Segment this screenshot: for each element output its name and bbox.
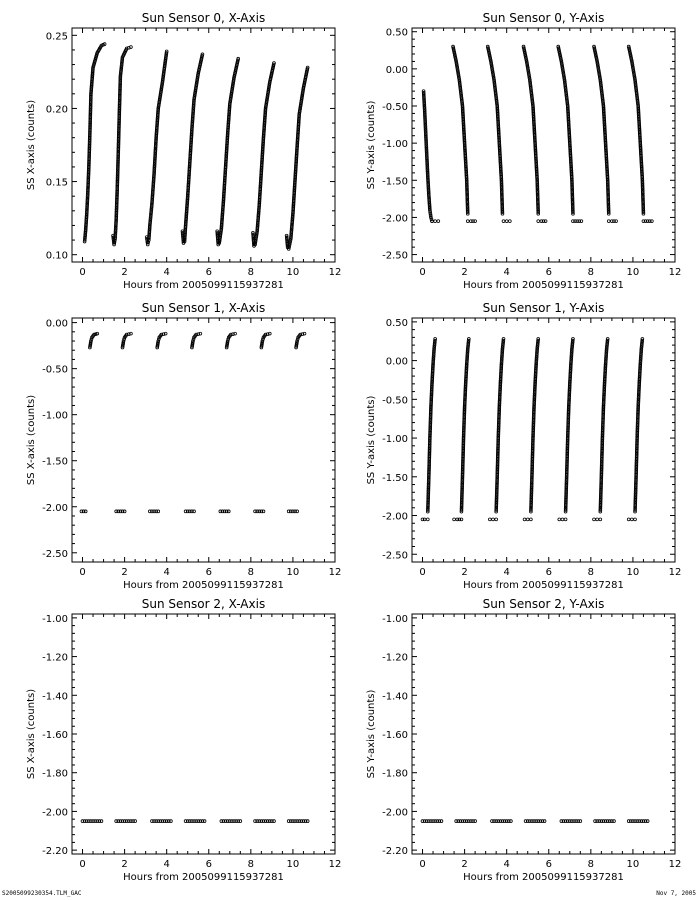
x-tick-label: 4 xyxy=(503,567,510,578)
y-axis-label: SS X-axis (counts) xyxy=(26,99,37,191)
y-tick-label: -1.50 xyxy=(382,472,408,484)
data-series-3 xyxy=(466,220,476,223)
y-tick-label: -1.40 xyxy=(382,691,408,703)
data-series-10 xyxy=(593,45,611,215)
data-series-4 xyxy=(216,57,240,246)
y-tick-label: -1.00 xyxy=(42,613,68,625)
data-series-0 xyxy=(81,820,103,823)
data-series-5 xyxy=(502,220,511,223)
data-series-4 xyxy=(156,332,167,349)
x-tick-label: 10 xyxy=(626,859,640,870)
y-tick-label: -2.50 xyxy=(42,548,68,560)
x-tick-label: 2 xyxy=(461,859,468,870)
data-series-8 xyxy=(557,45,575,215)
x-tick-label: 6 xyxy=(205,267,212,278)
data-points-group xyxy=(80,332,306,513)
data-series-1 xyxy=(426,338,436,514)
y-tick-label: -1.00 xyxy=(42,410,68,422)
y-tick-label: -2.50 xyxy=(382,550,408,562)
data-series-9 xyxy=(219,510,230,513)
data-series-0 xyxy=(88,332,98,349)
y-tick-label: -1.00 xyxy=(382,434,408,446)
data-series-7 xyxy=(529,338,539,514)
x-axis-label: Hours from 2005099115937281 xyxy=(123,280,284,291)
y-tick-label: -2.00 xyxy=(42,807,68,819)
data-series-0 xyxy=(421,518,429,521)
x-tick-label: 6 xyxy=(205,567,212,578)
data-series-1 xyxy=(455,820,477,823)
data-series-0 xyxy=(422,90,433,223)
y-tick-label: -1.80 xyxy=(382,768,408,780)
data-points-group xyxy=(422,45,653,222)
x-tick-label: 0 xyxy=(419,267,426,278)
data-series-9 xyxy=(564,338,574,514)
data-series-8 xyxy=(225,332,236,349)
data-point xyxy=(505,220,508,223)
x-tick-label: 2 xyxy=(461,267,468,278)
data-point xyxy=(523,518,526,521)
y-tick-label: -2.20 xyxy=(42,846,68,858)
data-point xyxy=(564,518,567,521)
data-series-0 xyxy=(421,820,443,823)
x-tick-label: 2 xyxy=(121,267,128,278)
data-point xyxy=(437,220,440,223)
y-tick-label: -1.80 xyxy=(42,768,68,780)
y-tick-label: 0.50 xyxy=(385,27,408,39)
y-tick-label: -2.20 xyxy=(382,846,408,858)
x-tick-label: 0 xyxy=(419,859,426,870)
x-axis-label: Hours from 2005099115937281 xyxy=(463,280,624,291)
data-series-5 xyxy=(148,510,159,513)
data-point xyxy=(627,518,630,521)
x-tick-label: 4 xyxy=(163,567,170,578)
data-series-3 xyxy=(524,820,546,823)
x-tick-label: 0 xyxy=(79,267,86,278)
x-tick-label: 6 xyxy=(545,267,552,278)
y-tick-label: -0.50 xyxy=(382,102,408,113)
data-series-6 xyxy=(287,820,309,823)
y-tick-label: 0.15 xyxy=(45,177,68,189)
data-point xyxy=(526,518,529,521)
chart-title: Sun Sensor 1, X-Axis xyxy=(141,301,266,315)
data-series-12 xyxy=(295,332,306,349)
data-series-3 xyxy=(181,53,204,244)
data-series-4 xyxy=(488,518,497,521)
x-axis-label: Hours from 2005099115937281 xyxy=(463,580,624,591)
y-tick-label: 0.00 xyxy=(385,356,408,368)
plot-frame xyxy=(412,28,675,262)
data-series-6 xyxy=(627,820,649,823)
y-tick-label: 0.25 xyxy=(45,31,68,43)
x-tick-label: 10 xyxy=(626,567,640,578)
chart-title: Sun Sensor 2, X-Axis xyxy=(141,597,266,611)
y-tick-label: -1.00 xyxy=(382,139,408,151)
chart-panel-4 xyxy=(26,597,341,883)
y-axis-label: SS Y-axis (counts) xyxy=(366,395,377,485)
y-tick-label: -1.00 xyxy=(382,613,408,625)
data-series-4 xyxy=(560,820,582,823)
footer-source-filename: S2005099230354.TLM_GAC xyxy=(2,890,82,897)
data-series-10 xyxy=(593,518,602,521)
data-series-8 xyxy=(558,518,567,521)
data-series-9 xyxy=(572,220,583,223)
chart-title: Sun Sensor 2, Y-Axis xyxy=(482,597,605,611)
y-tick-label: -1.60 xyxy=(382,730,408,741)
x-tick-label: 8 xyxy=(587,859,595,870)
x-tick-label: 8 xyxy=(247,267,255,278)
chart-title: Sun Sensor 1, Y-Axis xyxy=(482,301,605,315)
data-series-5 xyxy=(252,62,276,248)
x-tick-label: 2 xyxy=(121,567,128,578)
data-point xyxy=(492,518,495,521)
y-axis-label: SS Y-axis (counts) xyxy=(366,689,377,779)
y-tick-label: -1.50 xyxy=(382,176,408,188)
x-tick-label: 8 xyxy=(247,567,255,578)
y-axis-label: SS X-axis (counts) xyxy=(26,688,37,780)
x-tick-label: 12 xyxy=(668,567,682,578)
plot-frame xyxy=(72,614,335,854)
y-tick-label: -2.00 xyxy=(42,502,68,514)
data-point xyxy=(599,518,602,521)
x-tick-label: 0 xyxy=(79,567,86,578)
y-tick-label: 0.10 xyxy=(45,250,68,262)
data-series-2 xyxy=(151,820,173,823)
data-point xyxy=(634,518,637,521)
data-series-2 xyxy=(121,332,132,349)
data-point xyxy=(561,518,564,521)
data-series-13 xyxy=(287,510,298,513)
y-tick-label: 0.50 xyxy=(385,317,408,329)
data-point xyxy=(558,518,561,521)
data-point xyxy=(488,518,491,521)
footer-date: Nov 7, 2005 xyxy=(656,890,696,897)
x-tick-label: 8 xyxy=(247,859,255,870)
y-tick-label: -1.50 xyxy=(42,456,68,468)
y-tick-label: -2.00 xyxy=(382,511,408,523)
x-tick-label: 8 xyxy=(587,567,595,578)
x-tick-label: 0 xyxy=(419,567,426,578)
x-tick-label: 12 xyxy=(328,567,342,578)
data-point xyxy=(426,518,429,521)
data-point xyxy=(607,220,610,223)
x-tick-label: 2 xyxy=(121,859,128,870)
x-tick-label: 10 xyxy=(626,267,640,278)
chart-panel-3 xyxy=(366,301,681,591)
x-tick-label: 6 xyxy=(545,859,552,870)
data-series-1 xyxy=(112,46,133,246)
data-point xyxy=(537,220,540,223)
data-series-4 xyxy=(220,820,242,823)
y-tick-label: -2.00 xyxy=(382,807,408,819)
data-point xyxy=(466,220,469,223)
y-tick-label: 0.00 xyxy=(385,64,408,76)
data-point xyxy=(495,518,498,521)
data-point xyxy=(529,518,532,521)
x-tick-label: 12 xyxy=(328,859,342,870)
y-axis-label: SS Y-axis (counts) xyxy=(366,100,377,190)
data-series-3 xyxy=(460,338,470,514)
data-series-7 xyxy=(184,510,195,513)
x-tick-label: 4 xyxy=(163,267,170,278)
x-tick-label: 0 xyxy=(79,859,86,870)
data-point xyxy=(630,518,633,521)
data-point xyxy=(596,518,599,521)
x-axis-label: Hours from 2005099115937281 xyxy=(123,580,284,591)
y-tick-label: -1.20 xyxy=(42,652,68,664)
x-axis-label: Hours from 2005099115937281 xyxy=(463,872,624,883)
data-points-group xyxy=(83,43,309,251)
data-series-2 xyxy=(453,518,463,521)
data-series-2 xyxy=(452,45,470,215)
data-series-0 xyxy=(83,43,106,243)
data-series-5 xyxy=(495,338,505,514)
data-series-1 xyxy=(80,510,87,513)
data-point xyxy=(502,220,505,223)
x-tick-label: 2 xyxy=(461,567,468,578)
data-series-10 xyxy=(260,332,271,349)
data-series-11 xyxy=(599,338,609,514)
x-tick-label: 12 xyxy=(328,267,342,278)
y-tick-label: -2.50 xyxy=(382,250,408,262)
data-series-13 xyxy=(642,220,653,223)
data-series-6 xyxy=(191,332,202,349)
data-series-5 xyxy=(254,820,276,823)
data-series-6 xyxy=(285,66,309,250)
y-tick-label: -1.40 xyxy=(42,691,68,703)
y-tick-label: -0.50 xyxy=(42,364,68,376)
y-tick-label: 0.00 xyxy=(45,318,68,330)
data-series-7 xyxy=(537,220,547,223)
y-tick-label: 0.20 xyxy=(45,104,68,116)
data-series-4 xyxy=(486,45,504,215)
y-tick-label: -1.60 xyxy=(42,730,68,741)
x-tick-label: 4 xyxy=(503,267,510,278)
y-axis-label: SS X-axis (counts) xyxy=(26,394,37,486)
data-points-group xyxy=(421,338,644,521)
y-tick-label: -1.20 xyxy=(382,652,408,664)
x-tick-label: 10 xyxy=(286,567,300,578)
x-tick-label: 6 xyxy=(205,859,212,870)
x-tick-label: 10 xyxy=(286,267,300,278)
data-point xyxy=(434,220,437,223)
data-series-11 xyxy=(607,220,617,223)
data-series-2 xyxy=(145,50,168,246)
x-axis-label: Hours from 2005099115937281 xyxy=(123,872,284,883)
data-points-group xyxy=(421,820,649,823)
chart-panel-2 xyxy=(26,301,341,591)
data-points-group xyxy=(81,820,309,823)
x-tick-label: 4 xyxy=(503,859,510,870)
chart-title: Sun Sensor 0, Y-Axis xyxy=(482,11,605,25)
x-tick-label: 12 xyxy=(668,859,682,870)
y-tick-label: -2.00 xyxy=(382,213,408,225)
chart-title: Sun Sensor 0, X-Axis xyxy=(141,11,266,25)
data-point xyxy=(453,518,456,521)
data-series-13 xyxy=(634,338,644,514)
data-series-3 xyxy=(184,820,206,823)
x-tick-label: 8 xyxy=(587,267,595,278)
chart-panel-5 xyxy=(366,597,681,883)
data-series-3 xyxy=(115,510,126,513)
plot-frame xyxy=(412,614,675,854)
data-series-5 xyxy=(594,820,616,823)
data-point xyxy=(593,518,596,521)
data-series-11 xyxy=(254,510,265,513)
x-tick-label: 10 xyxy=(286,859,300,870)
x-tick-label: 6 xyxy=(545,567,552,578)
data-series-1 xyxy=(115,820,137,823)
data-series-6 xyxy=(523,518,532,521)
y-tick-label: -0.50 xyxy=(382,395,408,407)
data-series-2 xyxy=(491,820,513,823)
x-tick-label: 12 xyxy=(668,267,682,278)
chart-panel-0 xyxy=(26,11,341,291)
data-series-12 xyxy=(627,45,645,215)
data-series-12 xyxy=(627,518,636,521)
chart-panel-1 xyxy=(366,11,681,291)
x-tick-label: 4 xyxy=(163,859,170,870)
data-series-6 xyxy=(522,45,540,215)
plot-frame xyxy=(72,318,335,562)
data-point xyxy=(508,220,511,223)
